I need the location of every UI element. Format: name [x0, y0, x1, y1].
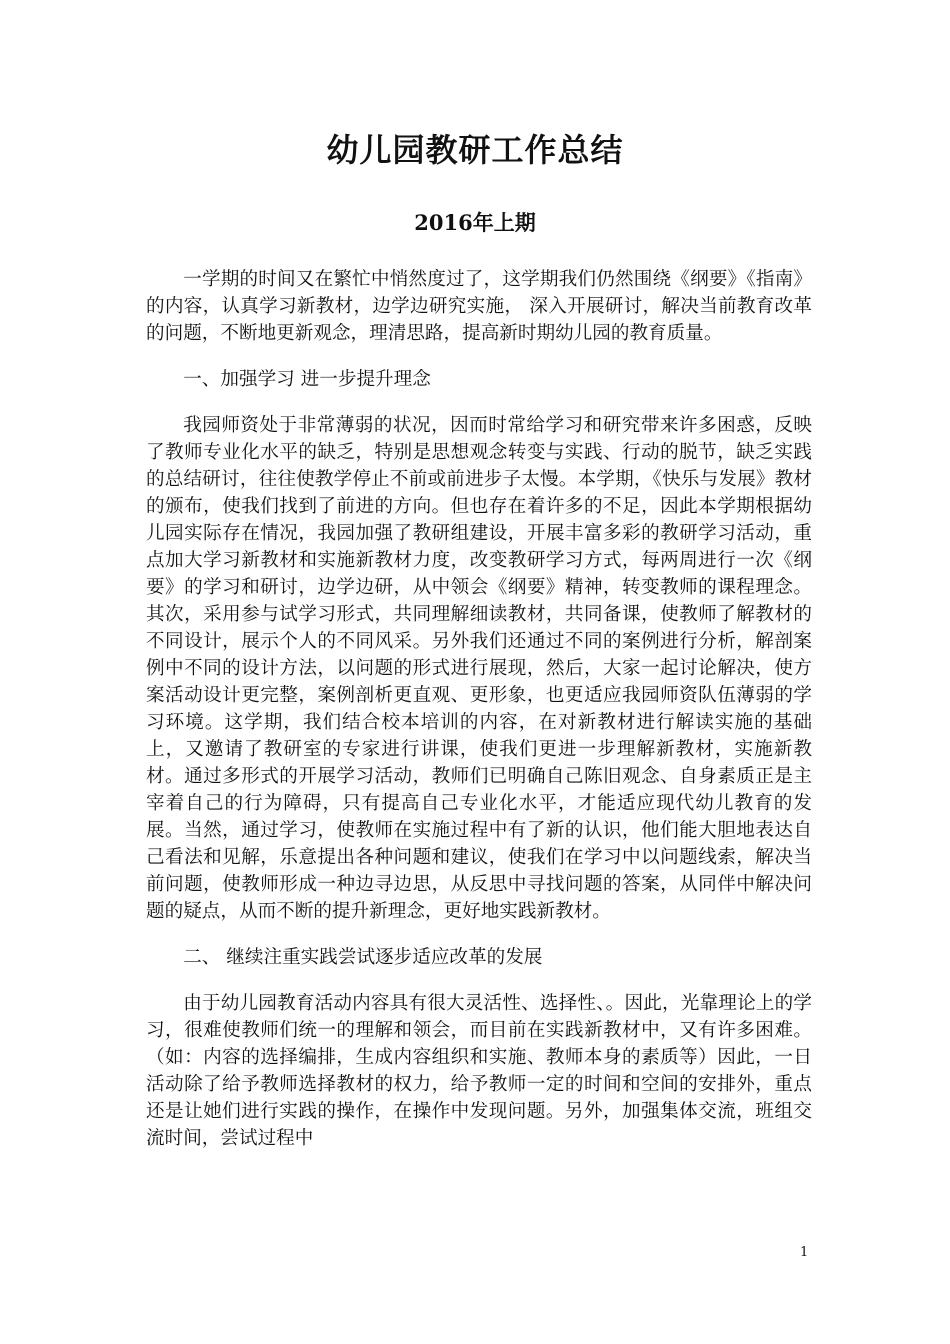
intro-paragraph: 一学期的时间又在繁忙中悄然度过了，这学期我们仍然围绕《纲要》《指南》的内容，认真学习新教材，边学边研究实施， 深入开展研讨，解决当前教育改革的问题，不断地更新观念，理清思路，提高新时期幼儿园的教育质量。 — [146, 269, 812, 344]
document-subtitle: 2016年上期 — [414, 210, 536, 235]
page-number: 1 — [800, 1245, 809, 1260]
document-title: 幼儿园教研工作总结 — [326, 131, 624, 169]
section-1-paragraph: 我园师资处于非常薄弱的状况，因而时常给学习和研究带来许多困惑，反映了教师专业化水平的缺乏，特别是思想观念转变与实践、行动的脱节，缺乏实践的总结研讨，往往使教学停止不前或前进步子太慢。本学期，《快乐与发展》教材的颁布，使我们找到了前进的方向。但也存在着许多的不足，因此本学期根据幼儿园实际存在情况，我园加强了教研组建设，开展丰富多彩的教研学习活动，重点加大学习新教材和实施新教材力度，改变教研学习方式，每两周进行一次《纲要》的学习和研讨，边学边研，从中领会《纲要》精神，转变教师的课程理念。其次，采用参与试学习形式，共同理解细读教材，共同备课，使教师了解教材的不同设计，展示个人的不同风采。另外我们还通过不同的案例进行分析，解剖案例中不同的设计方法，以问题的形式进行展现，然后，大家一起讨论解决，使方案活动设计更完整，案例剖析更直观、更形象，也更适应我园师资队伍薄弱的学习环境。这学期，我们结合校本培训的内容，在对新教材进行解读实施的基础上，又邀请了教研室的专家进行讲课，使我们更进一步理解新教材，实施新教材。通过多形式的开展学习活动，教师们已明确自己陈旧观念、自身素质正是主宰着自己的行为障碍，只有提高自己专业化水平，才能适应现代幼儿教育的发展。当然，通过学习，使教师在实施过程中有了新的认识，他们能大胆地表达自己看法和见解，乐意提出各种问题和建议，使我们在学习中以问题线索，解决当前问题，使教师形成一种边寻边思，从反思中寻找问题的答案，从同伴中解决问题的疑点，从而不断的提升新理念，更好地实践新教材。 — [146, 415, 812, 922]
document-body — [146, 266, 812, 1152]
section-2-paragraph: 由于幼儿园教育活动内容具有很大灵活性、选择性、。因此，光靠理论上的学习，很难使教师们统一的理解和领会，而目前在实践新教材中，又有许多困难。（如：内容的选择编排，生成内容组织和实施、教师本身的素质等）因此，一日活动除了给予教师选择教材的权力，给予教师一定的时间和空间的安排外，重点还是让她们进行实践的操作，在操作中发现问题。另外，加强集体交流，班组交流时间，尝试过程中 — [146, 993, 812, 1149]
section-2-heading: 二、 继续注重实践尝试逐步适应改革的发展 — [183, 947, 543, 968]
section-1-heading: 一、加强学习 进一步提升理念 — [183, 369, 431, 390]
